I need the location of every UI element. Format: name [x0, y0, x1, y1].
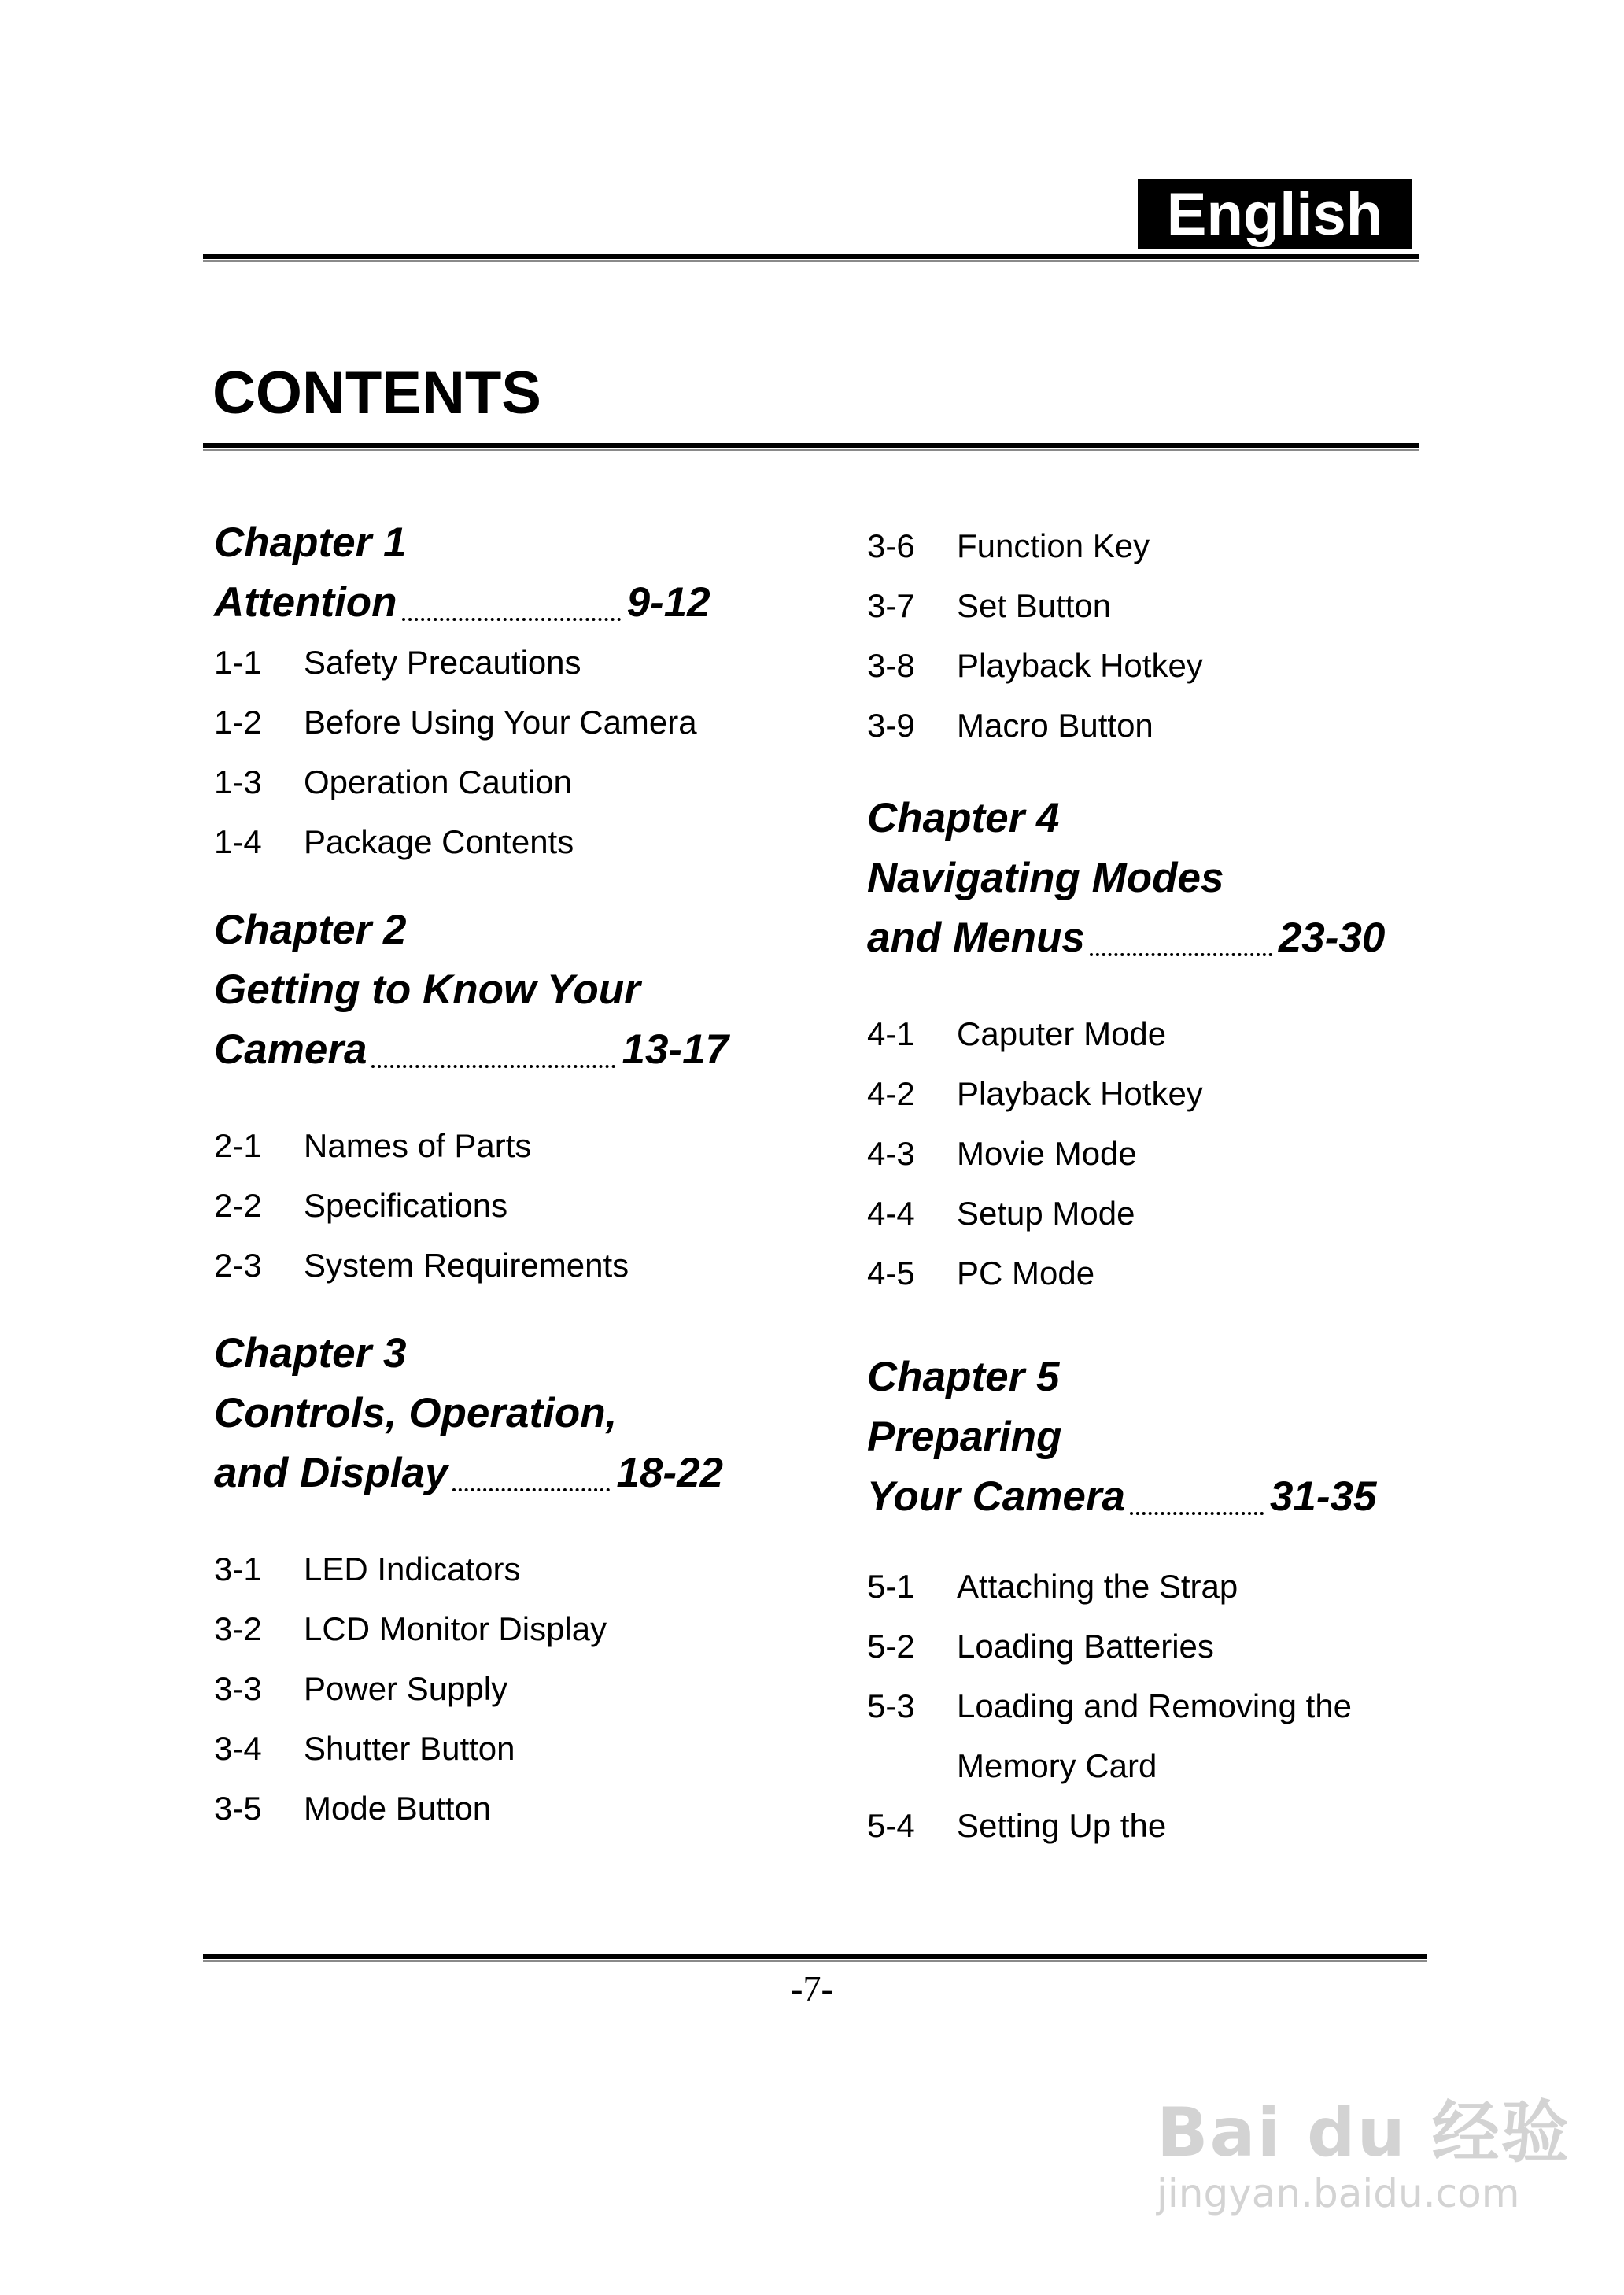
- footer-rule-shadow: [203, 1960, 1427, 1962]
- toc-entry[interactable]: [214, 1539, 781, 1599]
- entry-label: Playback Hotkey: [957, 647, 1203, 684]
- entry-label: LED Indicators: [304, 1550, 521, 1587]
- chapter-heading[interactable]: [214, 900, 781, 1080]
- entry-label: Playback Hotkey: [957, 1075, 1203, 1112]
- entry-number: 3-9: [867, 707, 915, 744]
- entry-number: 4-2: [867, 1075, 915, 1112]
- entry-number: 4-1: [867, 1015, 915, 1052]
- chapter-pages: 23-30: [1278, 915, 1386, 961]
- entry-number: 4-3: [867, 1135, 915, 1172]
- toc-entry[interactable]: [214, 1779, 781, 1839]
- entry-label: PC Mode: [957, 1255, 1095, 1292]
- title-rule-shadow: [203, 449, 1419, 451]
- toc-entry[interactable]: [867, 1796, 1434, 1856]
- entry-number: 3-8: [867, 647, 915, 684]
- entry-label: Setup Mode: [957, 1195, 1135, 1232]
- chapter-number: Chapter 4: [867, 795, 1060, 841]
- chapter-number: Chapter 3: [214, 1330, 407, 1377]
- dot-leader: [1130, 1512, 1264, 1515]
- entry-label: Safety Precautions: [304, 644, 581, 681]
- toc-entry[interactable]: [867, 1557, 1434, 1617]
- entry-number: 2-1: [214, 1127, 262, 1164]
- language-badge: English: [1138, 179, 1412, 249]
- toc-entry[interactable]: [867, 1617, 1434, 1676]
- toc-entry[interactable]: [214, 1659, 781, 1719]
- toc-entry[interactable]: [867, 1124, 1434, 1184]
- chapter-heading[interactable]: [214, 513, 781, 633]
- dot-leader: [371, 1065, 615, 1068]
- chapter-title-end: Camera: [214, 1026, 367, 1073]
- toc-entry[interactable]: [214, 1176, 781, 1236]
- chapter-pages: 13-17: [622, 1026, 729, 1073]
- entry-label: LCD Monitor Display: [304, 1610, 607, 1647]
- toc-entry[interactable]: [214, 812, 781, 872]
- toc-entry[interactable]: [214, 1719, 781, 1779]
- entry-number: 1-4: [214, 823, 262, 860]
- toc-entry-continuation: [867, 1736, 1434, 1796]
- chapter-number: Chapter 1: [214, 519, 407, 566]
- entry-label: Shutter Button: [304, 1730, 515, 1767]
- toc-entry[interactable]: [867, 1676, 1434, 1736]
- section-list: [214, 633, 781, 872]
- entry-label: Names of Parts: [304, 1127, 532, 1164]
- footer-rule: [203, 1954, 1427, 1959]
- entry-number: 3-6: [867, 527, 915, 564]
- chapter-title: Getting to Know Your: [214, 966, 640, 1013]
- entry-number: 1-3: [214, 763, 262, 800]
- chapter-pages: 9-12: [626, 579, 710, 626]
- chapter-title: Controls, Operation,: [214, 1390, 618, 1436]
- toc-right-column: [867, 510, 1434, 1856]
- watermark: [1157, 2078, 1570, 2216]
- entry-label: Loading Batteries: [957, 1628, 1214, 1665]
- dot-leader: [402, 618, 621, 621]
- toc-entry[interactable]: [214, 1599, 781, 1659]
- toc-entry[interactable]: [867, 1244, 1434, 1303]
- chapter-title: Attention: [214, 579, 397, 626]
- watermark-brand: Bai du 经验: [1157, 2094, 1570, 2172]
- page-title: CONTENTS: [212, 360, 541, 427]
- chapter-pages: 31-35: [1269, 1473, 1377, 1520]
- entry-number: 5-3: [867, 1687, 915, 1724]
- entry-number: 1-1: [214, 644, 262, 681]
- toc-entry[interactable]: [867, 1004, 1434, 1064]
- chapter-number: Chapter 2: [214, 907, 407, 953]
- entry-number: 3-4: [214, 1730, 262, 1767]
- entry-label-continued: Memory Card: [957, 1747, 1157, 1784]
- entry-number: 3-2: [214, 1610, 262, 1647]
- chapter-heading[interactable]: [867, 1347, 1434, 1527]
- entry-label: Macro Button: [957, 707, 1153, 744]
- toc-entry[interactable]: [214, 693, 781, 752]
- entry-number: 5-2: [867, 1628, 915, 1665]
- header-rule: [203, 254, 1419, 259]
- section-list: [214, 1116, 781, 1295]
- entry-number: 3-3: [214, 1670, 262, 1707]
- entry-number: 4-5: [867, 1255, 915, 1292]
- chapter-number: Chapter 5: [867, 1354, 1060, 1400]
- chapter-pages: 18-22: [616, 1450, 724, 1496]
- chapter-heading[interactable]: [214, 1324, 781, 1503]
- chapter-title: Preparing: [867, 1414, 1062, 1460]
- entry-label: Power Supply: [304, 1670, 508, 1707]
- chapter-heading[interactable]: [867, 789, 1434, 968]
- chapter-title-end: and Menus: [867, 915, 1085, 961]
- section-list-continued: [867, 516, 1434, 756]
- section-list: [214, 1539, 781, 1839]
- entry-number: 2-2: [214, 1187, 262, 1224]
- toc-entry[interactable]: [867, 516, 1434, 576]
- watermark-url: jingyan.baidu.com: [1157, 2171, 1520, 2216]
- page-number: -7-: [791, 1968, 833, 2009]
- entry-label: Caputer Mode: [957, 1015, 1167, 1052]
- chapter-title-end: Your Camera: [867, 1473, 1125, 1520]
- entry-label: Package Contents: [304, 823, 574, 860]
- entry-label: Operation Caution: [304, 763, 572, 800]
- entry-label: Specifications: [304, 1187, 508, 1224]
- entry-number: 5-4: [867, 1807, 915, 1844]
- entry-label: Set Button: [957, 587, 1112, 624]
- toc-entry[interactable]: [214, 752, 781, 812]
- toc-entry[interactable]: [214, 1236, 781, 1295]
- dot-leader: [1090, 953, 1272, 956]
- toc-left-column: [214, 510, 781, 1839]
- toc-entry[interactable]: [867, 636, 1434, 696]
- entry-label: Loading and Removing the: [957, 1687, 1353, 1724]
- entry-number: 5-1: [867, 1568, 915, 1605]
- entry-label: Mode Button: [304, 1790, 492, 1827]
- chapter-title: Navigating Modes: [867, 855, 1224, 901]
- toc-entry[interactable]: [867, 696, 1434, 756]
- section-list: [867, 1557, 1434, 1856]
- header-rule-shadow: [203, 260, 1419, 262]
- entry-number: 3-7: [867, 587, 915, 624]
- toc-entry[interactable]: [214, 1116, 781, 1176]
- chapter-title-end: and Display: [214, 1450, 448, 1496]
- toc-entry[interactable]: [867, 1064, 1434, 1124]
- entry-label: Before Using Your Camera: [304, 704, 697, 741]
- entry-number: 3-1: [214, 1550, 262, 1587]
- section-list: [867, 1004, 1434, 1303]
- dot-leader: [452, 1488, 610, 1491]
- entry-number: 3-5: [214, 1790, 262, 1827]
- toc-entry[interactable]: [214, 633, 781, 693]
- entry-label: Movie Mode: [957, 1135, 1137, 1172]
- toc-entry[interactable]: [867, 576, 1434, 636]
- entry-label: Setting Up the: [957, 1807, 1167, 1844]
- entry-label: Function Key: [957, 527, 1150, 564]
- entry-number: 1-2: [214, 704, 262, 741]
- entry-label: Attaching the Strap: [957, 1568, 1238, 1605]
- entry-number: 4-4: [867, 1195, 915, 1232]
- entry-number: 2-3: [214, 1247, 262, 1284]
- title-rule: [203, 443, 1419, 448]
- toc-entry[interactable]: [867, 1184, 1434, 1244]
- entry-label: System Requirements: [304, 1247, 629, 1284]
